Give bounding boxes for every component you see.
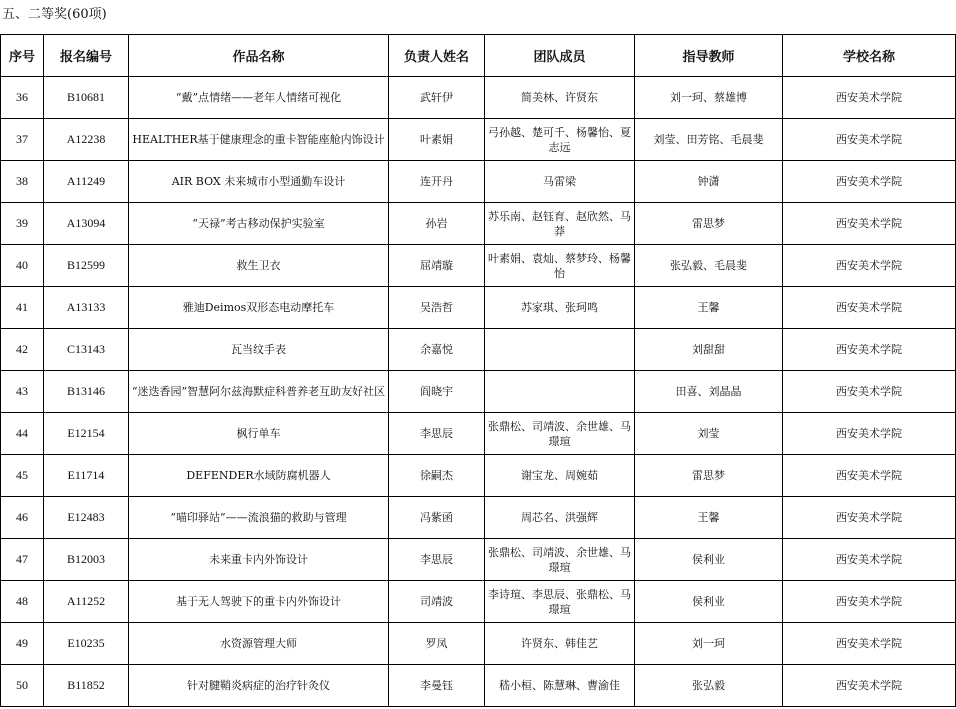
school-cell: 西安美术学院 — [783, 245, 956, 287]
header-school: 学校名称 — [783, 35, 956, 77]
reg-code-cell: A12238 — [44, 119, 129, 161]
leader-cell: 冯紫函 — [389, 497, 485, 539]
work-name-cell: “迷迭香园”智慧阿尔兹海默症科普养老互助友好社区 — [129, 371, 389, 413]
reg-code-cell: A11249 — [44, 161, 129, 203]
index-cell: 40 — [1, 245, 44, 287]
index-cell: 46 — [1, 497, 44, 539]
table-row — [1, 203, 956, 245]
team-cell — [485, 371, 635, 413]
reg-code-cell: A11252 — [44, 581, 129, 623]
school-cell: 西安美术学院 — [783, 371, 956, 413]
table-row — [1, 119, 956, 161]
index-cell: 47 — [1, 539, 44, 581]
leader-cell: 孙岩 — [389, 203, 485, 245]
header-reg-code: 报名编号 — [44, 35, 129, 77]
school-cell: 西安美术学院 — [783, 665, 956, 707]
school-cell: 西安美术学院 — [783, 287, 956, 329]
reg-code-cell: B11852 — [44, 665, 129, 707]
table-row — [1, 455, 956, 497]
reg-code-cell: C13143 — [44, 329, 129, 371]
advisor-cell: 刘一珂 — [635, 623, 783, 665]
team-cell: 苏乐南、赵钰育、赵欣然、马莽 — [485, 203, 635, 245]
reg-code-cell: E12154 — [44, 413, 129, 455]
header-leader: 负责人姓名 — [389, 35, 485, 77]
index-cell: 42 — [1, 329, 44, 371]
leader-cell: 司靖波 — [389, 581, 485, 623]
team-cell: 苏家琪、张珂鸣 — [485, 287, 635, 329]
advisor-cell: 刘莹 — [635, 413, 783, 455]
school-cell: 西安美术学院 — [783, 539, 956, 581]
school-cell: 西安美术学院 — [783, 581, 956, 623]
school-cell: 西安美术学院 — [783, 497, 956, 539]
index-cell: 48 — [1, 581, 44, 623]
table-row — [1, 161, 956, 203]
team-cell: 弓孙越、楚可千、杨馨怡、夏志远 — [485, 119, 635, 161]
header-team: 团队成员 — [485, 35, 635, 77]
index-cell: 36 — [1, 77, 44, 119]
header-row — [1, 35, 956, 77]
table-row — [1, 77, 956, 119]
work-name-cell: 基于无人驾驶下的重卡内外饰设计 — [129, 581, 389, 623]
table-row — [1, 413, 956, 455]
advisor-cell: 侯利业 — [635, 539, 783, 581]
advisor-cell: 王馨 — [635, 287, 783, 329]
work-name-cell: “天禄”考古移动保护实验室 — [129, 203, 389, 245]
table-row — [1, 497, 956, 539]
header-index: 序号 — [1, 35, 44, 77]
advisor-cell: 张弘毅、毛晨斐 — [635, 245, 783, 287]
reg-code-cell: B12599 — [44, 245, 129, 287]
table-row — [1, 539, 956, 581]
table-row — [1, 665, 956, 707]
school-cell: 西安美术学院 — [783, 455, 956, 497]
team-cell: 周芯名、洪强辉 — [485, 497, 635, 539]
leader-cell: 屈靖璇 — [389, 245, 485, 287]
section-title: 五、二等奖(60项) — [2, 7, 107, 22]
leader-cell: 李思辰 — [389, 413, 485, 455]
leader-cell: 连开丹 — [389, 161, 485, 203]
leader-cell: 李思辰 — [389, 539, 485, 581]
advisor-cell: 钟潇 — [635, 161, 783, 203]
table-row — [1, 287, 956, 329]
advisor-cell: 田喜、刘晶晶 — [635, 371, 783, 413]
leader-cell: 余嘉悦 — [389, 329, 485, 371]
team-cell: 张鼎松、司靖波、余世雄、马璟瑄 — [485, 413, 635, 455]
reg-code-cell: B13146 — [44, 371, 129, 413]
team-cell: 嵇小桓、陈慧琳、曹渝佳 — [485, 665, 635, 707]
work-name-cell: 瓦当纹手表 — [129, 329, 389, 371]
index-cell: 50 — [1, 665, 44, 707]
work-name-cell: 针对腱鞘炎病症的治疗针灸仪 — [129, 665, 389, 707]
reg-code-cell: A13094 — [44, 203, 129, 245]
index-cell: 41 — [1, 287, 44, 329]
leader-cell: 徐嗣杰 — [389, 455, 485, 497]
table-row — [1, 245, 956, 287]
advisor-cell: 王馨 — [635, 497, 783, 539]
advisor-cell: 刘甜甜 — [635, 329, 783, 371]
leader-cell: 李曼钰 — [389, 665, 485, 707]
index-cell: 44 — [1, 413, 44, 455]
advisor-cell: 侯利业 — [635, 581, 783, 623]
header-work-name: 作品名称 — [129, 35, 389, 77]
table-body — [1, 77, 956, 707]
advisor-cell: 雷思梦 — [635, 455, 783, 497]
index-cell: 45 — [1, 455, 44, 497]
work-name-cell: 救生卫衣 — [129, 245, 389, 287]
index-cell: 37 — [1, 119, 44, 161]
reg-code-cell: A13133 — [44, 287, 129, 329]
school-cell: 西安美术学院 — [783, 203, 956, 245]
table-row — [1, 371, 956, 413]
leader-cell: 叶素娟 — [389, 119, 485, 161]
team-cell: 李诗瑄、李思辰、张鼎松、马璟瑄 — [485, 581, 635, 623]
work-name-cell: “戴”点情绪——老年人情绪可视化 — [129, 77, 389, 119]
leader-cell: 阎晓宇 — [389, 371, 485, 413]
advisor-cell: 刘莹、田芳铭、毛晨斐 — [635, 119, 783, 161]
school-cell: 西安美术学院 — [783, 623, 956, 665]
index-cell: 38 — [1, 161, 44, 203]
team-cell: 马雷梁 — [485, 161, 635, 203]
work-name-cell: DEFENDER水域防腐机器人 — [129, 455, 389, 497]
work-name-cell: 水资源管理大师 — [129, 623, 389, 665]
team-cell: 谢宝龙、周婉茹 — [485, 455, 635, 497]
work-name-cell: “喵印驿站”——流浪猫的救助与管理 — [129, 497, 389, 539]
work-name-cell: AIR BOX 未来城市小型通勤车设计 — [129, 161, 389, 203]
leader-cell: 武轩伊 — [389, 77, 485, 119]
advisor-cell: 刘一珂、蔡雄博 — [635, 77, 783, 119]
reg-code-cell: B10681 — [44, 77, 129, 119]
advisor-cell: 张弘毅 — [635, 665, 783, 707]
school-cell: 西安美术学院 — [783, 413, 956, 455]
header-advisor: 指导教师 — [635, 35, 783, 77]
school-cell: 西安美术学院 — [783, 119, 956, 161]
leader-cell: 吴浩哲 — [389, 287, 485, 329]
table-row — [1, 581, 956, 623]
team-cell: 张鼎松、司靖波、余世雄、马璟瑄 — [485, 539, 635, 581]
reg-code-cell: B12003 — [44, 539, 129, 581]
work-name-cell: HEALTHER基于健康理念的重卡智能座舱内饰设计 — [129, 119, 389, 161]
advisor-cell: 雷思梦 — [635, 203, 783, 245]
index-cell: 43 — [1, 371, 44, 413]
index-cell: 49 — [1, 623, 44, 665]
work-name-cell: 未来重卡内外饰设计 — [129, 539, 389, 581]
table-row — [1, 329, 956, 371]
team-cell: 简美林、许贤东 — [485, 77, 635, 119]
team-cell: 许贤东、韩佳艺 — [485, 623, 635, 665]
work-name-cell: 枫行单车 — [129, 413, 389, 455]
index-cell: 39 — [1, 203, 44, 245]
team-cell — [485, 329, 635, 371]
reg-code-cell: E10235 — [44, 623, 129, 665]
reg-code-cell: E11714 — [44, 455, 129, 497]
team-cell: 叶素娟、袁灿、蔡梦玲、杨馨怡 — [485, 245, 635, 287]
table-row — [1, 623, 956, 665]
reg-code-cell: E12483 — [44, 497, 129, 539]
school-cell: 西安美术学院 — [783, 329, 956, 371]
leader-cell: 罗凤 — [389, 623, 485, 665]
school-cell: 西安美术学院 — [783, 77, 956, 119]
school-cell: 西安美术学院 — [783, 161, 956, 203]
award-table — [0, 34, 956, 707]
work-name-cell: 雅迪Deimos双形态电动摩托车 — [129, 287, 389, 329]
